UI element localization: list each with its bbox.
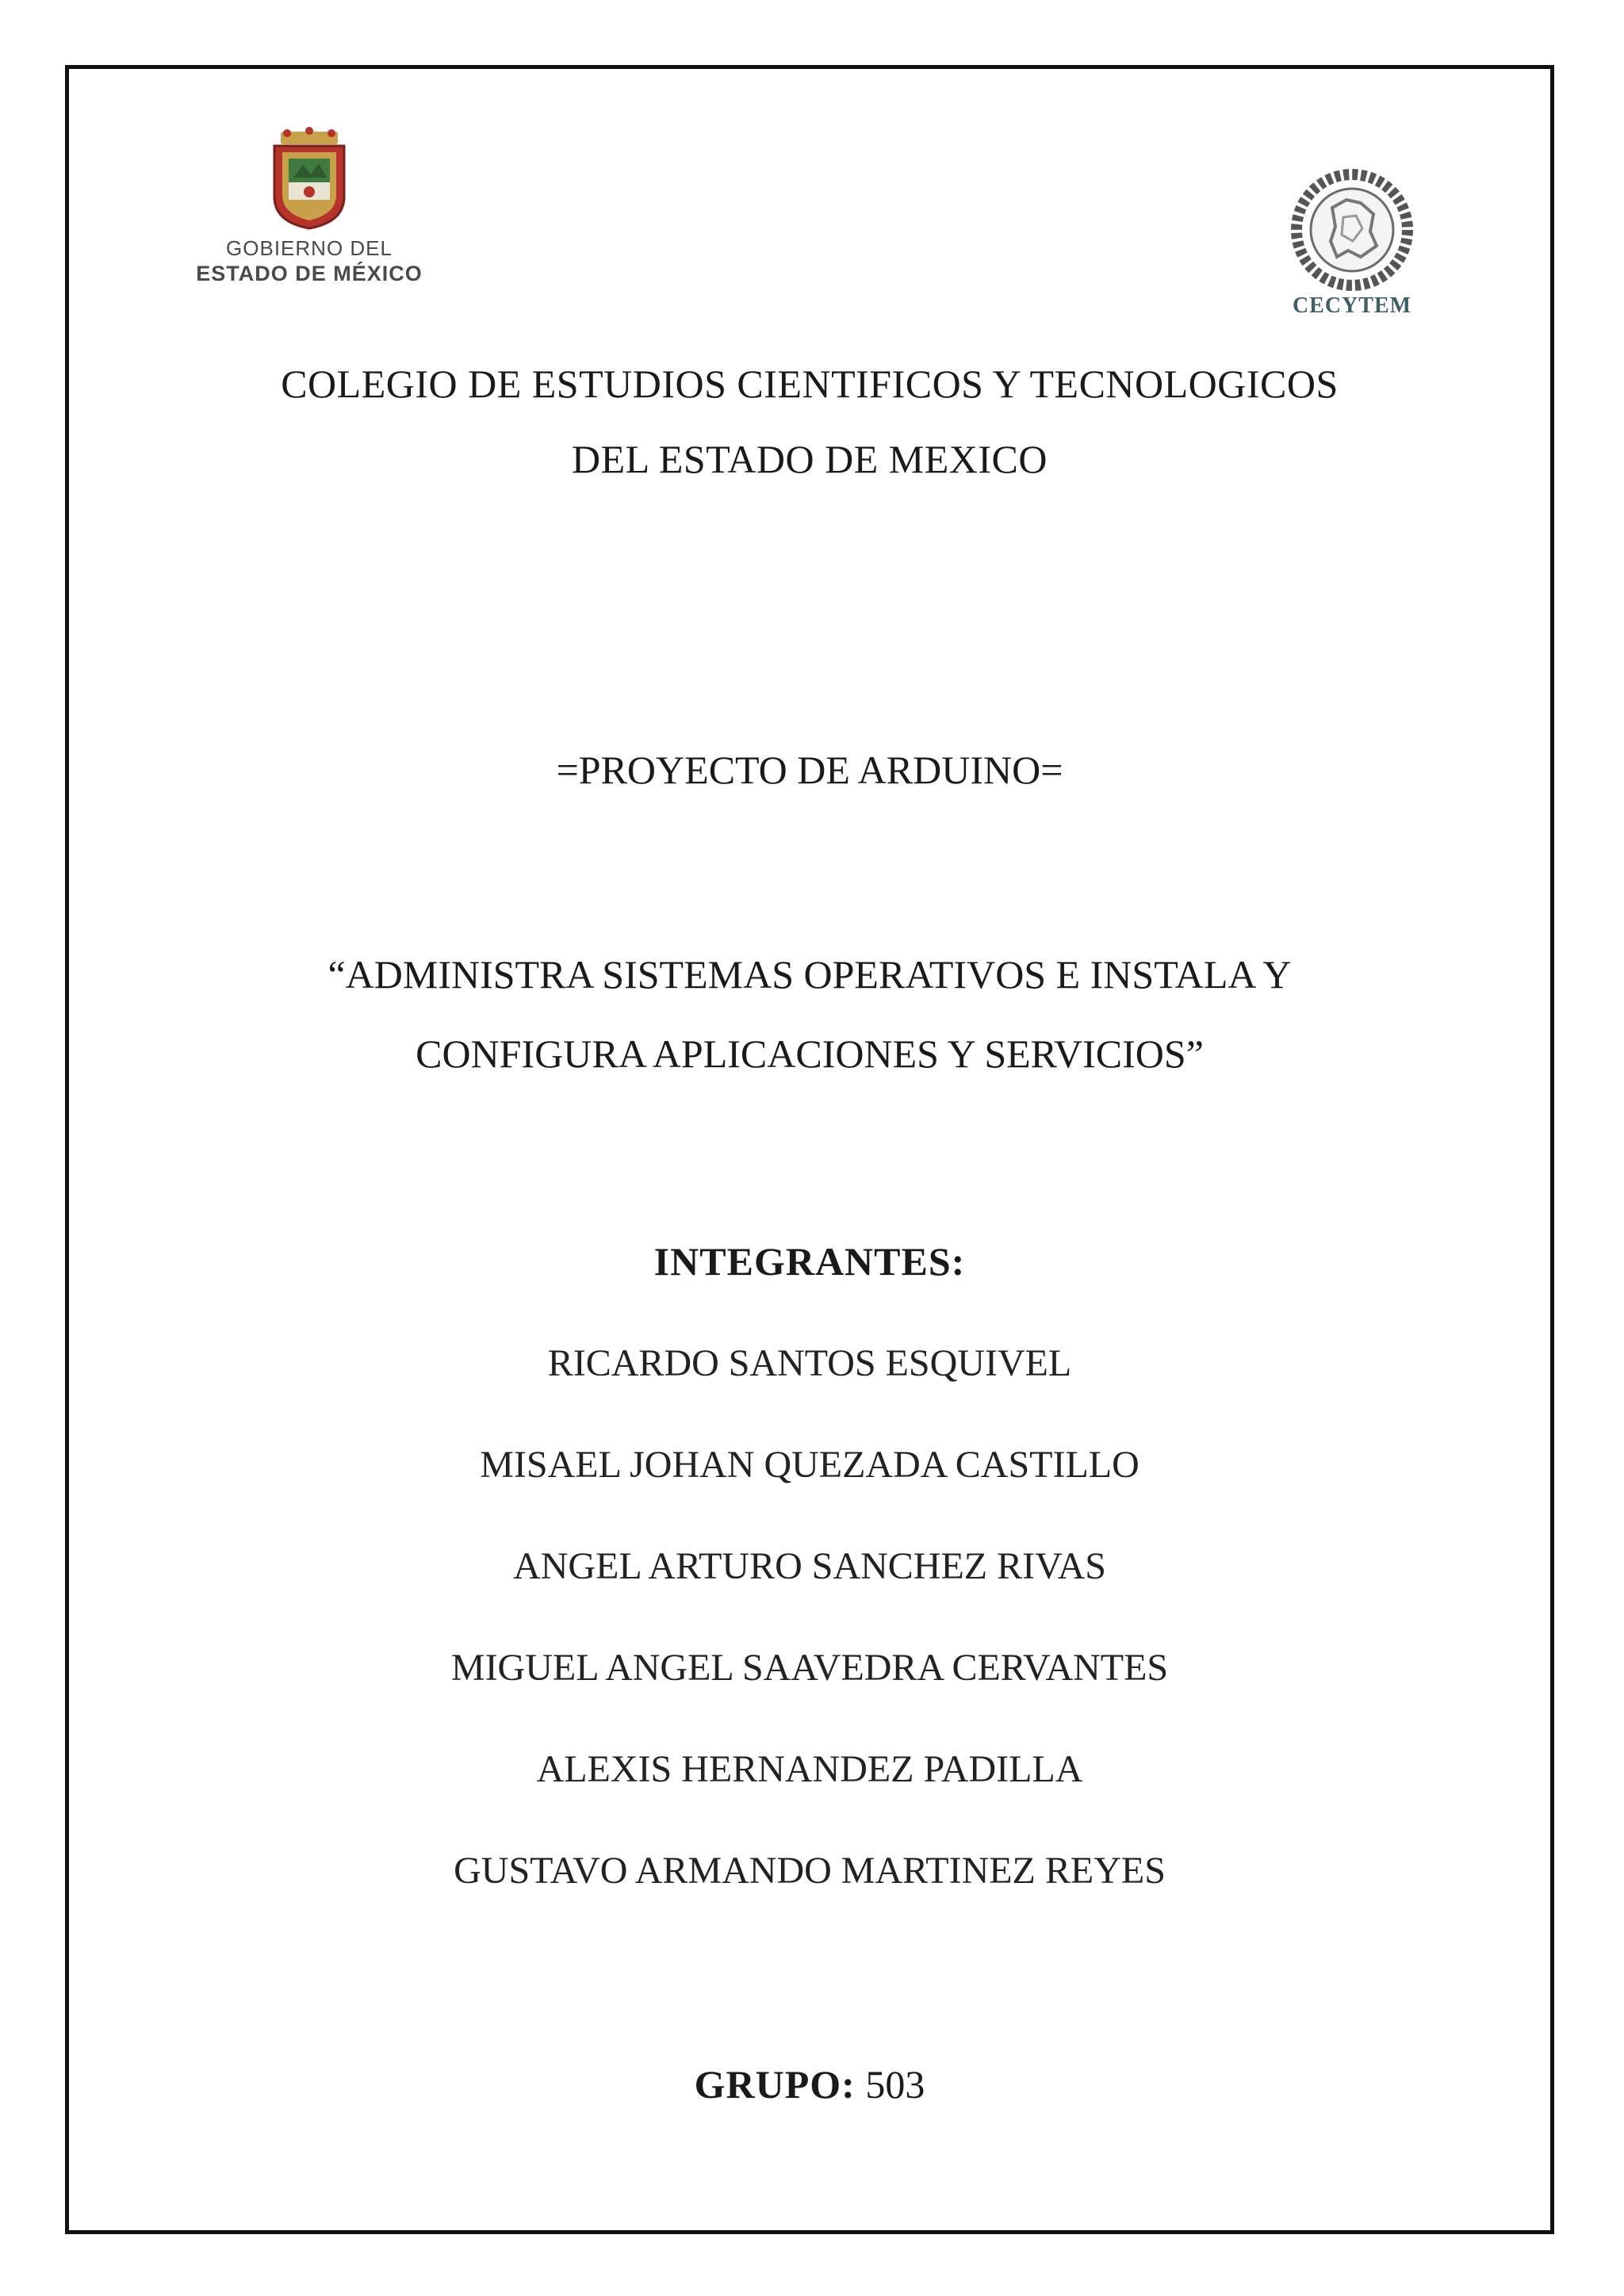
cecytem-logo [1285,168,1419,327]
subject-line-1: “ADMINISTRA SISTEMAS OPERATIVOS E INSTALA Y [327,952,1292,997]
members-heading: INTEGRANTES: [653,1239,966,1284]
member-name: RICARDO SANTOS ESQUIVEL [547,1342,1072,1384]
member-name: ALEXIS HERNANDEZ PADILLA [536,1748,1083,1790]
coat-of-arms-icon [190,127,428,230]
project-title: =PROYECTO DE ARDUINO= [556,748,1063,792]
group-value: 503 [865,2062,925,2107]
gov-logo-line1: GOBIERNO DEL [226,236,393,260]
subject-line-2: CONFIGURA APLICACIONES Y SERVICIOS” [416,1031,1204,1076]
member-name: ANGEL ARTURO SANCHEZ RIVAS [513,1545,1106,1587]
group-label: GRUPO: [694,2062,856,2107]
gov-logo-line2: ESTADO DE MÉXICO [196,262,423,285]
group-line [65,2061,1554,2107]
member-name: MISAEL JOHAN QUEZADA CASTILLO [480,1444,1139,1486]
member-name: MIGUEL ANGEL SAAVEDRA CERVANTES [450,1647,1169,1689]
member-name: GUSTAVO ARMANDO MARTINEZ REYES [454,1850,1166,1892]
cecytem-logo-text: CECYTEM [1292,293,1412,318]
cecytem-emblem-icon [1285,168,1419,292]
institution-line-2: DEL ESTADO DE MEXICO [572,437,1048,481]
gobierno-estado-mexico-logo [190,127,428,293]
institution-line-1: COLEGIO DE ESTUDIOS CIENTIFICOS Y TECNOLOGICOS [281,362,1339,406]
